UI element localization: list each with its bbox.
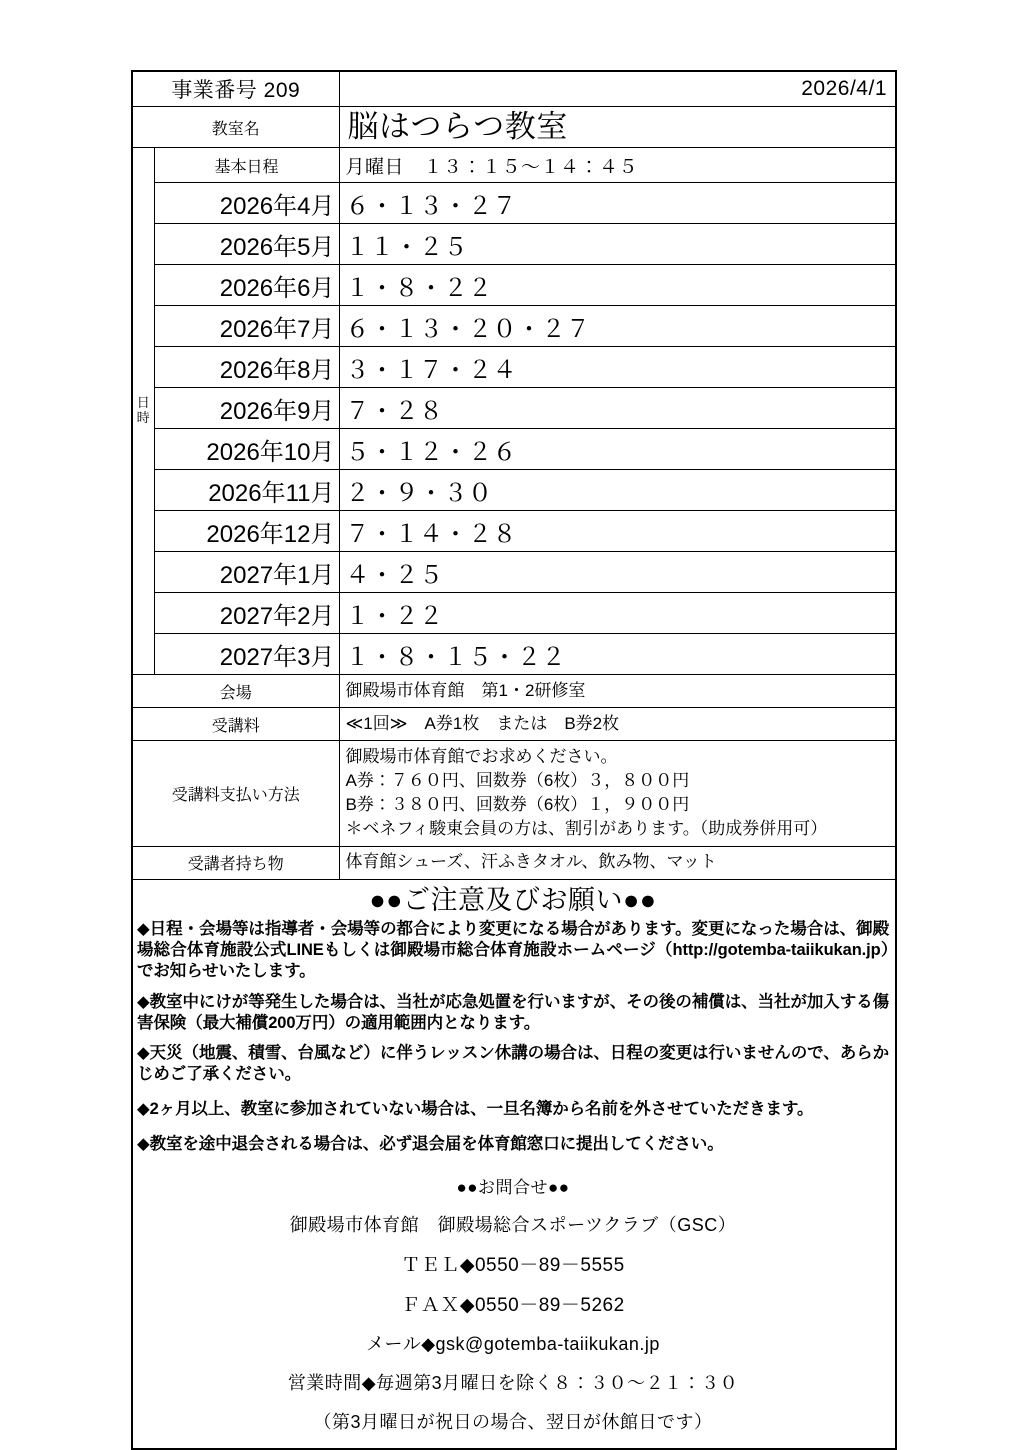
table-row-month: [133, 429, 895, 470]
month-days: １・８・２２: [339, 265, 895, 306]
class-name-label: 教室名: [133, 107, 339, 148]
month-label: 2026年11月: [154, 470, 339, 511]
notice-item-disaster-cancellation: ◆天災（地震、積雪、台風など）に伴うレッスン休講の場合は、日程の変更は行いませんので、あらかじめご了承ください。: [137, 1043, 889, 1083]
notice-item-schedule-change: ◆日程・会場等は指導者・会場等の都合により変更になる場合があります。変更になった場合は、御殿場総合体育施設公式LINEもしくは御殿場市総合体育施設ホームページ（http://gotemba-taiikukan.jp）でお知らせいたします。: [137, 920, 889, 981]
month-label: 2026年9月: [154, 388, 339, 429]
month-days: １・２２: [339, 593, 895, 634]
table-row-fee: [133, 708, 895, 741]
venue-value: 御殿場市体育館 第1・2研修室: [339, 675, 895, 708]
table-row-month: [133, 306, 895, 347]
notice-item-withdrawal-form: ◆教室を途中退会される場合は、必ず退会届を体育館窓口に提出してください。: [137, 1135, 724, 1154]
month-days: ４・２５: [339, 552, 895, 593]
month-days: ５・１２・２６: [339, 429, 895, 470]
notice-item-absence-removal: ◆2ヶ月以上、教室に参加されていない場合は、一旦名簿から名前を外させていただきます。: [137, 1100, 814, 1119]
table-row-project-no: [133, 72, 895, 107]
fee-value: ≪1回≫ A券1枚 または B券2枚: [339, 708, 895, 741]
class-info-table: [133, 72, 895, 1448]
datetime-vertical-char-0: 日: [136, 395, 150, 411]
table-row-payment: [133, 741, 895, 847]
month-days: １・８・１５・２２: [339, 634, 895, 675]
fee-label: 受講料: [133, 708, 339, 741]
month-label: 2026年6月: [154, 265, 339, 306]
contact-mail: メール◆gsk@gotemba-taiikukan.jp: [366, 1334, 660, 1355]
class-name-value: 脳はつらつ教室: [339, 107, 895, 148]
datetime-vertical-label: [133, 148, 154, 675]
table-row-month: [133, 511, 895, 552]
project-number-cell: 事業番号 209: [133, 72, 339, 107]
notices-heading: ●●ご注意及びお願い●●: [369, 884, 657, 915]
contact-business-hours-note: （第3月曜日が祝日の場合、翌日が休館日です）: [313, 1412, 713, 1433]
payment-line: 御殿場市体育館でお求めください。: [345, 747, 618, 766]
contact-fax: ＦＡＸ◆0550－89－5262: [401, 1295, 625, 1317]
basic-schedule-value: 月曜日 １３：１５～１４：４５: [339, 148, 895, 183]
payment-method-value: [339, 741, 895, 847]
contact-section: [137, 1173, 889, 1434]
month-label: 2027年2月: [154, 593, 339, 634]
notice-item-injury-insurance: ◆教室中にけが等発生した場合は、当社が応急処置を行いますが、その後の補償は、当社が加入する傷害保険（最大補償200万円）の適用範囲内となります。: [137, 992, 889, 1032]
table-row-month: [133, 224, 895, 265]
table-row-month: [133, 470, 895, 511]
contact-business-hours: 営業時間◆毎週第3月曜日を除く８：３０～２１：３０: [287, 1373, 739, 1394]
table-row-venue: [133, 675, 895, 708]
basic-schedule-label: 基本日程: [154, 148, 339, 183]
month-label: 2026年7月: [154, 306, 339, 347]
class-info-sheet: [131, 70, 897, 1450]
belongings-value: 体育館シューズ、汗ふきタオル、飲み物、マット: [339, 846, 895, 879]
table-row-month: [133, 265, 895, 306]
notices-section: [133, 879, 895, 1448]
payment-line: B券：３８０円、回数券（6枚）１，９００円: [345, 795, 690, 815]
month-label: 2026年8月: [154, 347, 339, 388]
venue-label: 会場: [133, 675, 339, 708]
month-days: １１・２５: [339, 224, 895, 265]
datetime-vertical-char-1: 時: [136, 410, 150, 425]
month-days: ２・９・３０: [339, 470, 895, 511]
payment-line: ＊ベネフィ駿東会員の方は、割引があります。（助成券併用可）: [345, 819, 828, 839]
table-row-month: [133, 593, 895, 634]
month-label: 2026年12月: [154, 511, 339, 552]
month-days: ３・１７・２４: [339, 347, 895, 388]
table-row-basic-schedule: [133, 148, 895, 183]
month-label: 2026年5月: [154, 224, 339, 265]
payment-method-label: 受講料支払い方法: [133, 741, 339, 847]
table-row-month: [133, 552, 895, 593]
month-label: 2027年1月: [154, 552, 339, 593]
issue-date-cell: 2026/4/1: [339, 72, 895, 107]
table-row-month: [133, 347, 895, 388]
month-label: 2026年10月: [154, 429, 339, 470]
payment-line: A券：７６０円、回数券（6枚）３，８００円: [345, 771, 690, 791]
month-days: ６・１３・２７: [339, 183, 895, 224]
belongings-label: 受講者持ち物: [133, 846, 339, 879]
table-row-notices: [133, 879, 895, 1448]
month-days: ６・１３・２０・２７: [339, 306, 895, 347]
month-label: 2026年4月: [154, 183, 339, 224]
table-row-month: [133, 183, 895, 224]
month-days: ７・２８: [339, 388, 895, 429]
contact-organization: 御殿場市体育館 御殿場総合スポーツクラブ（GSC）: [289, 1215, 737, 1236]
table-row-class-name: [133, 107, 895, 148]
month-days: ７・１４・２８: [339, 511, 895, 552]
contact-heading: ●●お問合せ●●: [456, 1178, 570, 1198]
table-row-month: [133, 634, 895, 675]
table-body: [133, 72, 895, 1448]
table-row-belongings: [133, 846, 895, 879]
table-row-month: [133, 388, 895, 429]
month-label: 2027年3月: [154, 634, 339, 675]
contact-tel: ＴＥＬ◆0550－89－5555: [401, 1255, 625, 1277]
